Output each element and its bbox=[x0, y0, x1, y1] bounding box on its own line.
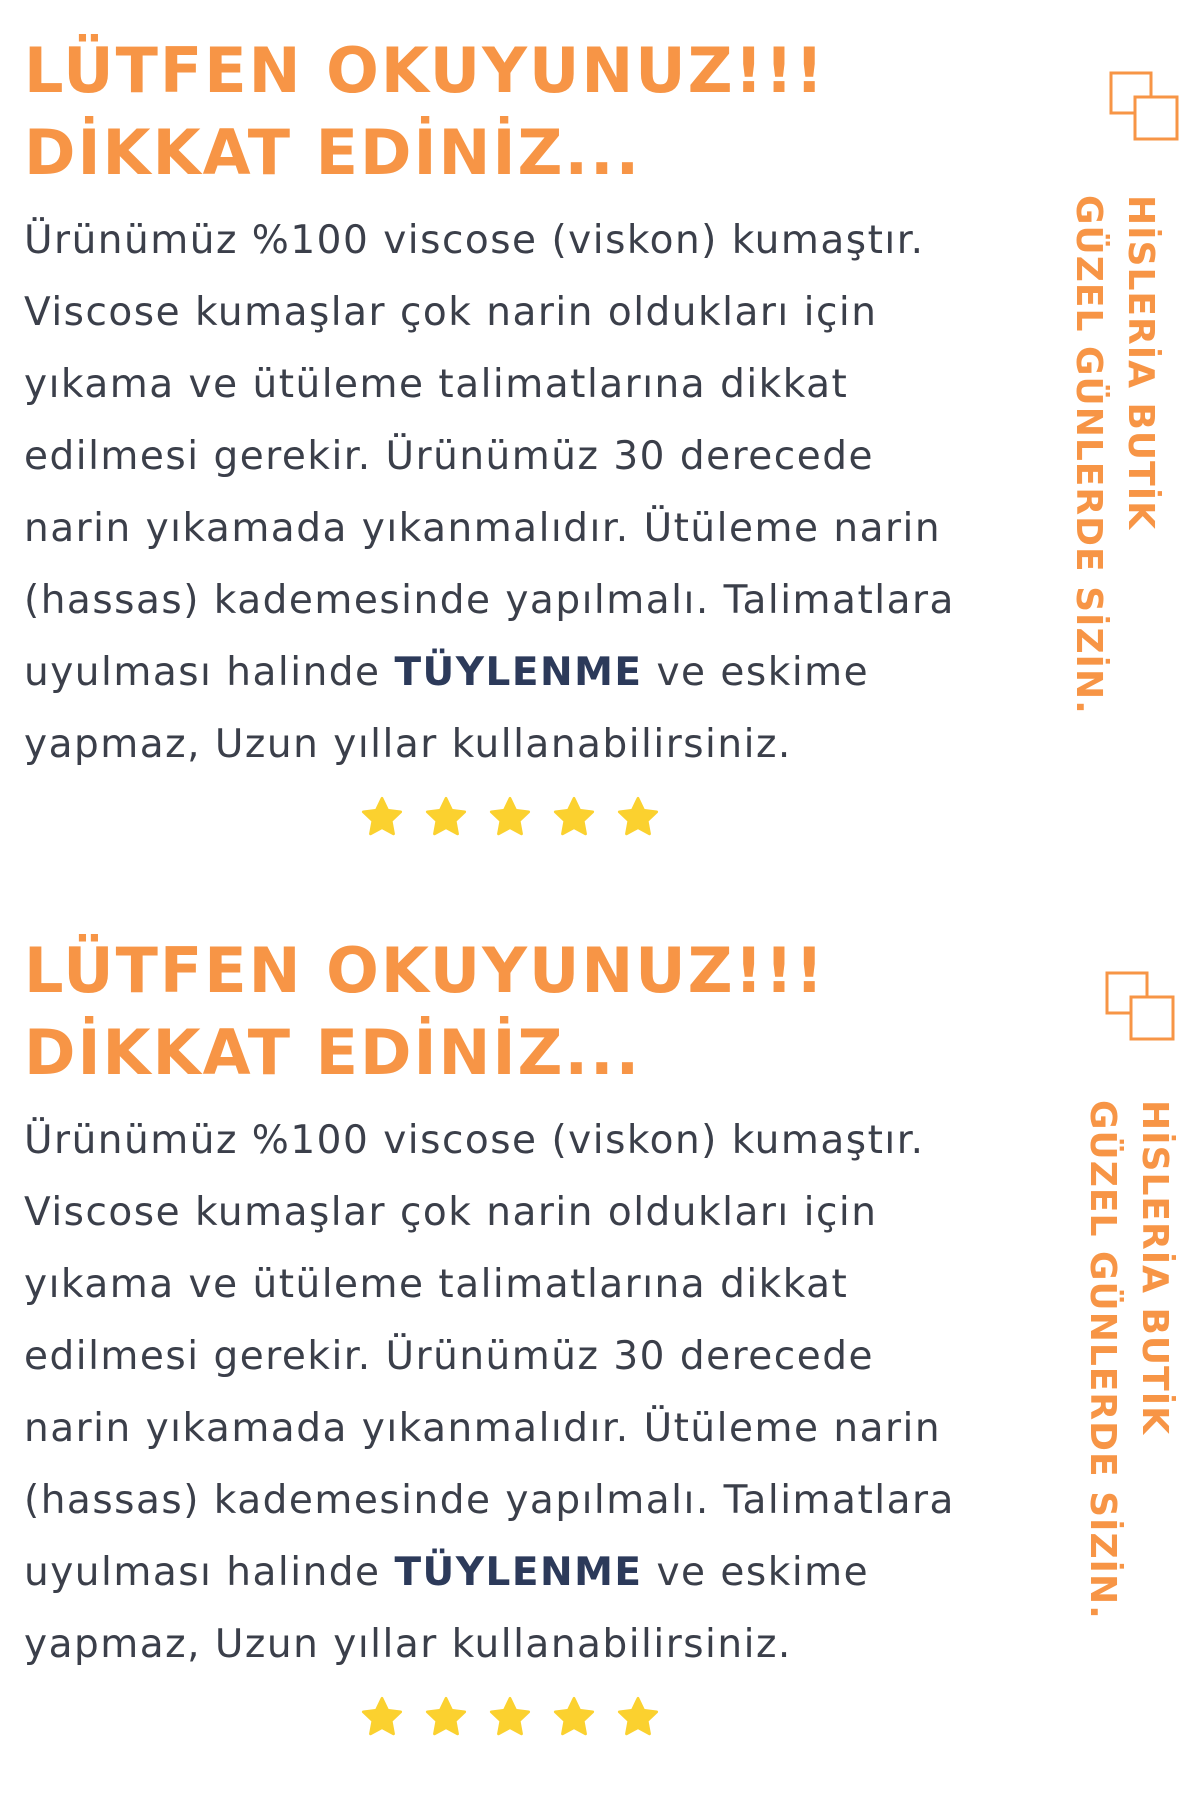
emphasis-text: TÜYLENME bbox=[394, 650, 643, 695]
care-line: yıkama ve ütüleme talimatlarına dikkat bbox=[24, 1262, 849, 1307]
care-line-end: ve eskime bbox=[642, 1550, 870, 1595]
star-icon bbox=[552, 795, 596, 839]
brand-tagline: GÜZEL GÜNLERDE SİZİN. bbox=[1082, 1100, 1123, 1620]
star-icon bbox=[552, 1695, 596, 1739]
care-line: Ürünümüz %100 viscose (viskon) kumaştır. bbox=[24, 1118, 925, 1163]
heading-line-2: DİKKAT EDİNİZ... bbox=[24, 116, 642, 189]
brand-tagline: GÜZEL GÜNLERDE SİZİN. bbox=[1068, 195, 1109, 715]
brand-slogan bbox=[1046, 195, 1166, 795]
star-icon bbox=[424, 795, 468, 839]
care-line: yapmaz, Uzun yıllar kullanabilirsiniz. bbox=[24, 1622, 792, 1667]
care-line: narin yıkamada yıkanmalıdır. Ütüleme narin bbox=[24, 1406, 942, 1451]
brand-name: HİSLERİA BUTİK bbox=[1134, 1100, 1175, 1436]
care-line-start: uyulması halinde bbox=[24, 1550, 395, 1595]
copy-icon bbox=[1104, 970, 1176, 1042]
star-icon bbox=[616, 795, 660, 839]
care-line: (hassas) kademesinde yapılmalı. Talimatlara bbox=[24, 1478, 955, 1523]
star-icon bbox=[424, 1695, 468, 1739]
care-line: edilmesi gerekir. Ürünümüz 30 derecede bbox=[24, 1334, 874, 1379]
notice-heading bbox=[24, 930, 825, 1094]
star-rating bbox=[360, 795, 660, 839]
heading-line-2: DİKKAT EDİNİZ... bbox=[24, 1016, 642, 1089]
star-icon bbox=[616, 1695, 660, 1739]
heading-line-1: LÜTFEN OKUYUNUZ!!! bbox=[24, 934, 826, 1007]
care-line: Viscose kumaşlar çok narin oldukları için bbox=[24, 1190, 878, 1235]
care-line: Viscose kumaşlar çok narin oldukları için bbox=[24, 290, 878, 335]
care-line: narin yıkamada yıkanmalıdır. Ütüleme narin bbox=[24, 506, 942, 551]
star-rating bbox=[360, 1695, 660, 1739]
star-icon bbox=[488, 795, 532, 839]
copy-icon bbox=[1108, 70, 1180, 142]
care-line: yıkama ve ütüleme talimatlarına dikkat bbox=[24, 362, 849, 407]
star-icon bbox=[360, 795, 404, 839]
care-line-end: ve eskime bbox=[642, 650, 870, 695]
brand-slogan bbox=[1060, 1100, 1180, 1700]
heading-line-1: LÜTFEN OKUYUNUZ!!! bbox=[24, 34, 826, 107]
care-line bbox=[24, 637, 1044, 709]
care-line: edilmesi gerekir. Ürünümüz 30 derecede bbox=[24, 434, 874, 479]
notice-block-2 bbox=[0, 900, 1200, 1800]
notice-heading bbox=[24, 30, 825, 194]
care-line: (hassas) kademesinde yapılmalı. Talimatlara bbox=[24, 578, 955, 623]
star-icon bbox=[360, 1695, 404, 1739]
care-line bbox=[24, 1537, 1044, 1609]
care-instructions bbox=[24, 205, 1044, 781]
emphasis-text: TÜYLENME bbox=[394, 1550, 643, 1595]
brand-name: HİSLERİA BUTİK bbox=[1120, 195, 1161, 531]
care-instructions bbox=[24, 1105, 1044, 1681]
care-line-start: uyulması halinde bbox=[24, 650, 395, 695]
star-icon bbox=[488, 1695, 532, 1739]
care-line: Ürünümüz %100 viscose (viskon) kumaştır. bbox=[24, 218, 925, 263]
care-line: yapmaz, Uzun yıllar kullanabilirsiniz. bbox=[24, 722, 792, 767]
